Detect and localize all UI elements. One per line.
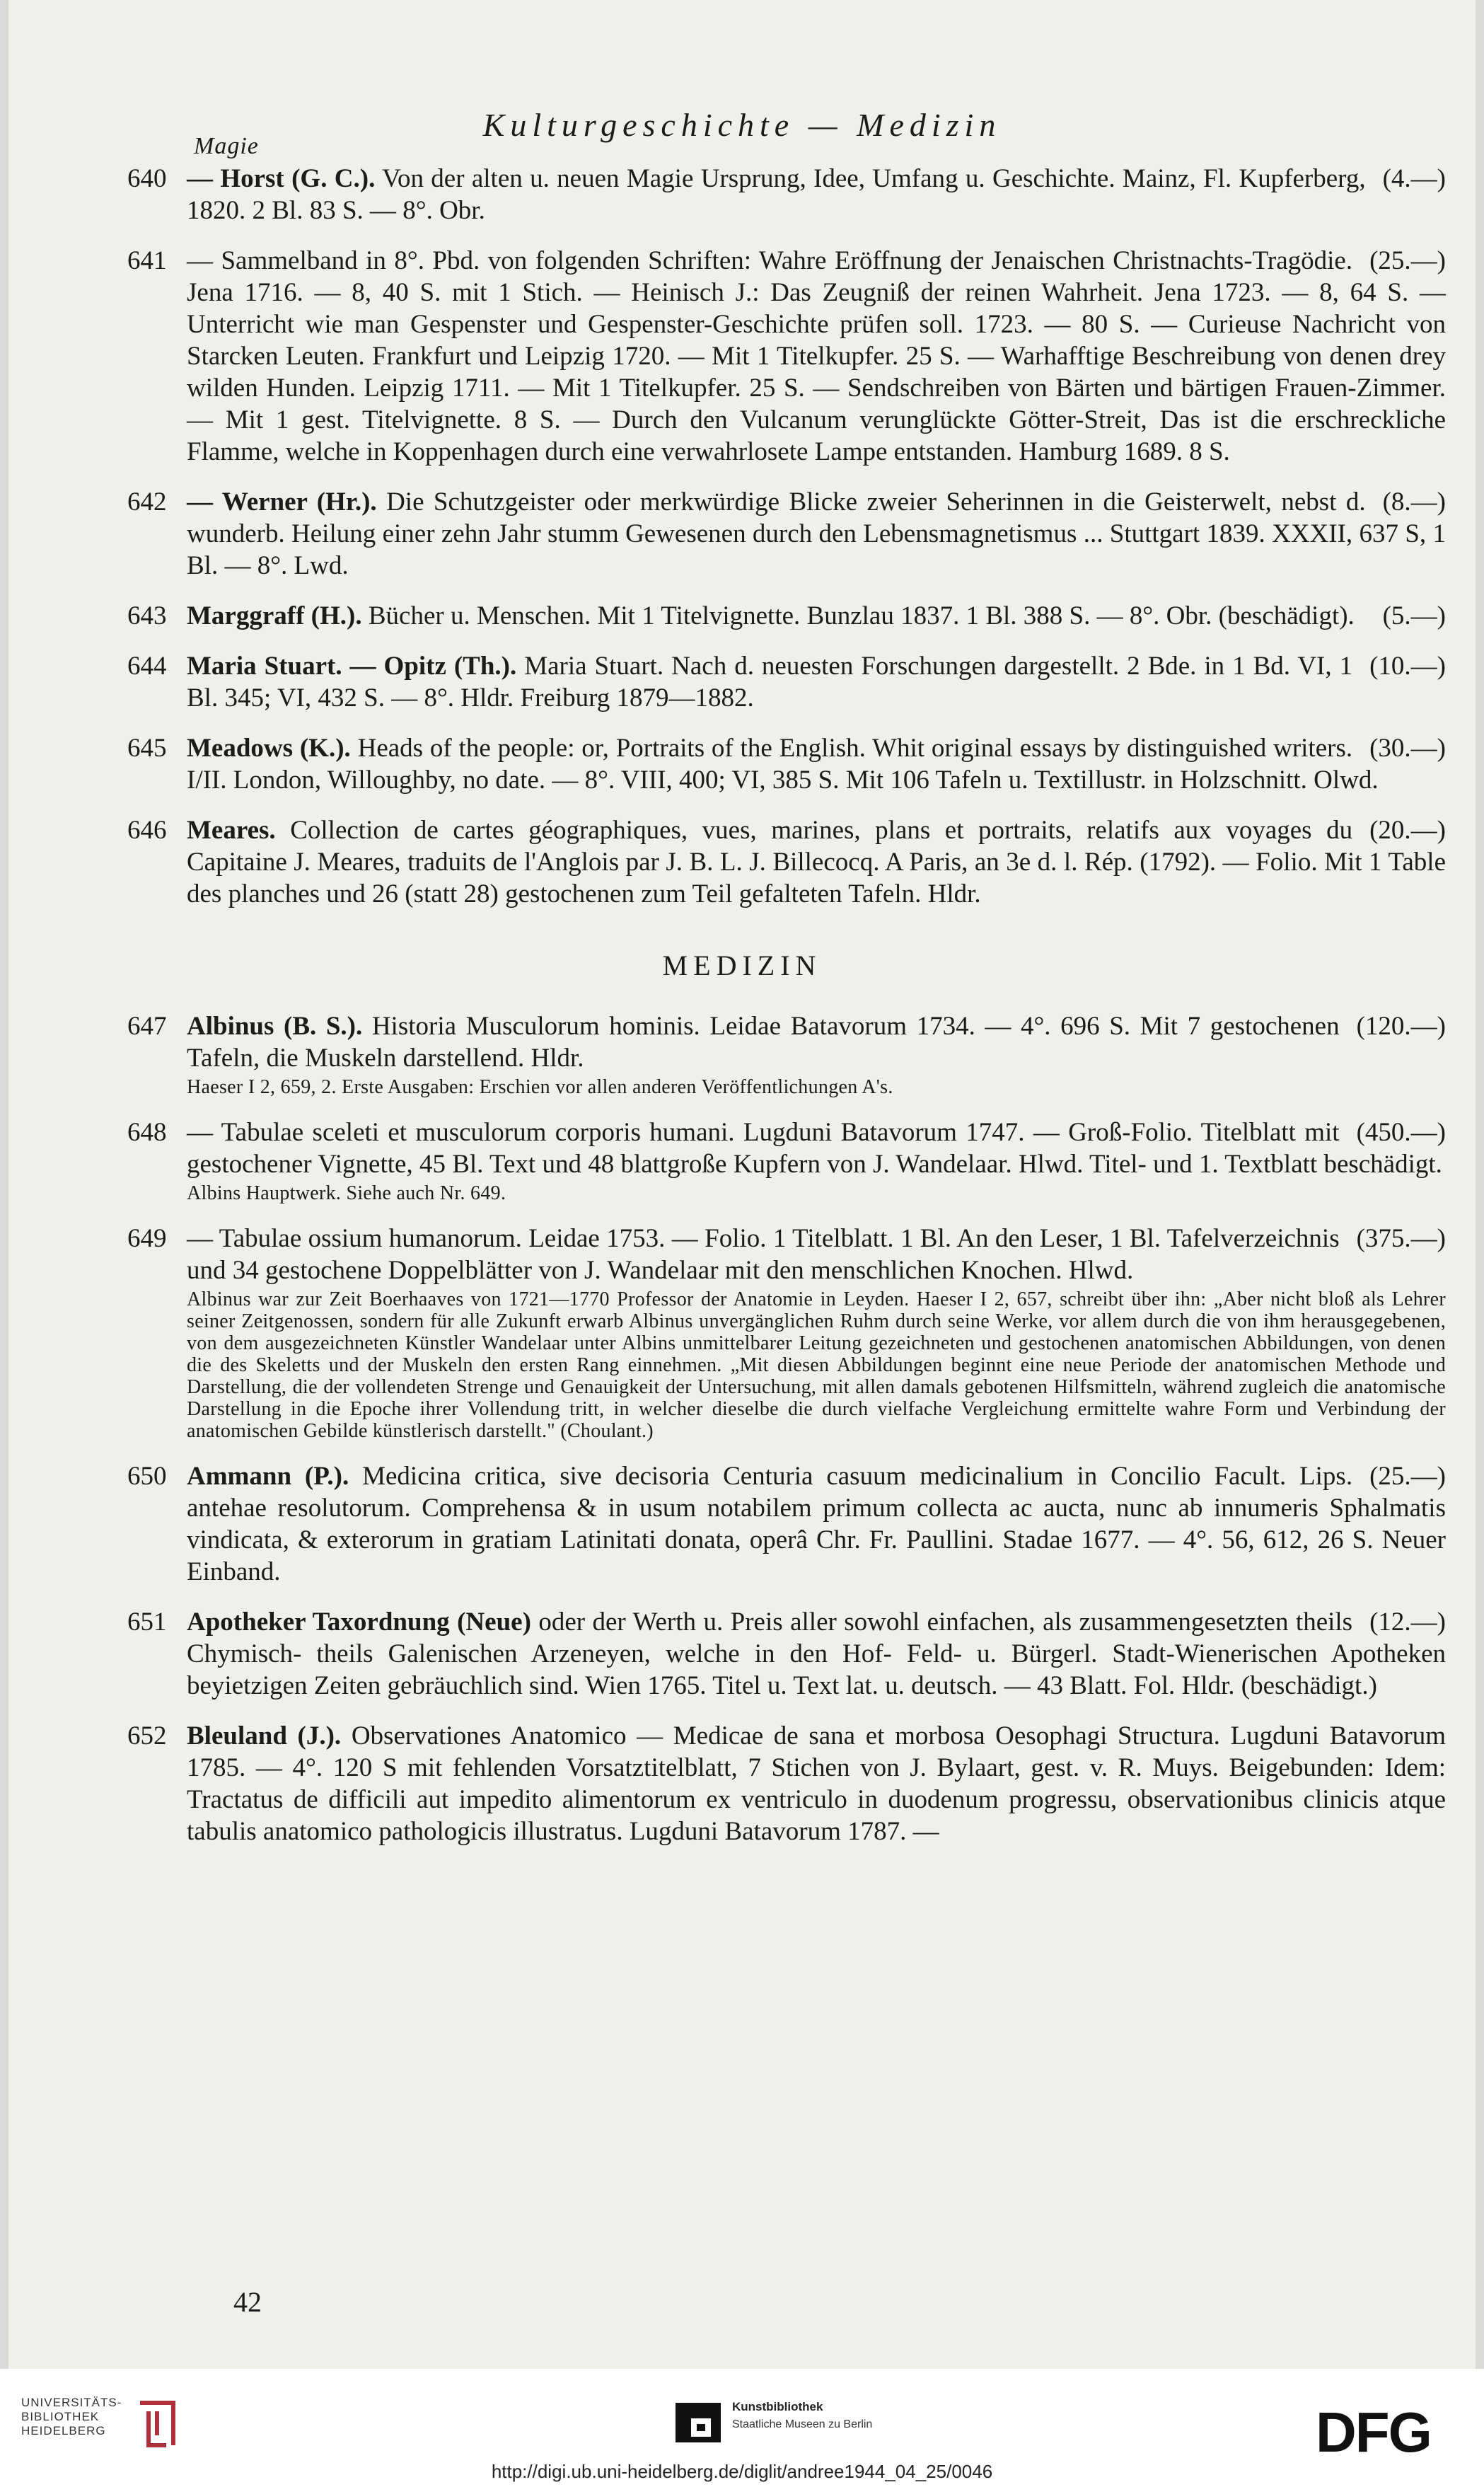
entry-number: 652 (127, 1721, 167, 1750)
entry-price: (25.—) (1369, 246, 1446, 275)
entry-author: — Horst (G. C.). (187, 164, 376, 193)
page-title: Kulturgeschichte — Medizin (482, 107, 1002, 143)
entry-description: oder der Werth u. Preis aller sowohl einfachen, als zusammengesetzten theils Chymisch- theils Galenischen Arzeneyen, welche in den Hof- Feld- u. Bürgerl. Stadt-Wienerischen Apotheken beyietzigen Zeiten gebräuchlich sind. Wien 1765. Titel u. Text lat. u. deutsch. — 43 Blatt. Fol. Hldr. (beschädigt.) (187, 1608, 1446, 1700)
catalog-entry (127, 486, 1446, 582)
source-url-link[interactable]: http://digi.ub.uni-heidelberg.de/diglit/andree1944_04_25/0046 (491, 2461, 993, 2482)
catalog-entry (127, 1606, 1446, 1702)
running-head (8, 106, 1476, 163)
page-number: 42 (233, 2286, 262, 2318)
entry-author: Albinus (B. S.). (187, 1012, 363, 1041)
entry-text-block (187, 1116, 1446, 1180)
section-tag: Magie (194, 133, 259, 159)
entry-note: Albins Hauptwerk. Siehe auch Nr. 649. (187, 1182, 506, 1204)
entry-note: Albinus war zur Zeit Boerhaaves von 1721—1770 Professor der Anatomie in Leyden. Haeser I 2, 657, schreibt über ihn: „Aber nicht bloß als Lehrer seiner Zeitgenossen, sondern für alle Zukunft erwarb Albinus unvergänglichen Ruhm durch seine Werke, vor allem durch die von ihm herausgegebenen, von dem ausgezeichneten Künstler Wandelaar unter Albins unmittelbarer Leitung gezeichneten und gestochenen anatomischen Abbildungen, von denen die des Skeletts und der Muskeln den ersten Rang einnehmen. „Mit diesen Abbildungen beginnt eine neue Periode der anatomischen Methode und Darstellung, die der vollendeten Strenge und Genauigkeit der Untersuchung, mit allen damals gebotenen Hilfsmitteln, während zugleich die anatomische Darstellung in die Epoche ihrer Vollendung tritt, in welcher dieselbe die durch vielfache Vergleichung ermittelte wahre Form und Verbindung der anatomischen Gebilde künstlerisch darstellt." (Choulant.) (187, 1288, 1446, 1442)
entry-description: Bücher u. Menschen. Mit 1 Titelvignette. Bunzlau 1837. 1 Bl. 388 S. — 8°. Obr. (beschädigt). (361, 601, 1355, 630)
entry-number: 640 (127, 164, 167, 193)
section-heading-medizin: MEDIZIN (662, 950, 822, 981)
entry-price: (10.—) (1369, 652, 1446, 681)
entry-description: Von der alten u. neuen Magie Ursprung, Idee, Umfang u. Geschichte. Mainz, Fl. Kupferberg, 1820. 2 Bl. 83 S. — 8°. Obr. (187, 164, 1366, 225)
entry-price: (25.—) (1369, 1462, 1446, 1491)
catalog-entry (127, 163, 1446, 226)
dfg-logo[interactable]: DFG (1316, 2401, 1431, 2464)
entry-text-block (187, 600, 1446, 632)
entry-description: Die Schutzgeister oder merkwürdige Blicke zweier Seherinnen in die Geisterwelt, nebst d. wunderb. Heilung einer zehn Jahr stumm Gewesenen durch den Lebensmagnetismus ... Stuttgart 1839. XXXII, 637 S, 1 Bl. — 8°. Lwd. (187, 487, 1446, 580)
uni-seal-icon (134, 2396, 184, 2452)
entry-price: (8.—) (1382, 487, 1446, 517)
entry-number: 651 (127, 1608, 167, 1637)
footer (0, 2369, 1484, 2487)
entry-text-block (187, 1010, 1446, 1074)
catalog-entry (127, 650, 1446, 714)
entry-description: — Sammelband in 8°. Pbd. von folgenden Schriften: Wahre Eröffnung der Jenaischen Christnachts-Tragödie. Jena 1716. — 8, 40 S. mit 1 Stich. — Heinisch J.: Das Zeugniß der reinen Wahrheit. Jena 1723. — 8, 64 S. — Unterricht wie man Gespenster und Gespenster-Geschichte prüfen soll. 1723. — 80 S. — Curieuse Nachricht von Starcken Leuten. Frankfurt und Leipzig 1720. — Mit 1 Titelkupfer. 25 S. — Warhafftige Beschreibung von denen drey wilden Hunden. Leipzig 1711. — Mit 1 Titelkupfer. 25 S. — Sendschreiben von Bärten und bärtigen Frauen-Zimmer. — Mit 1 gest. Titelvignette. 8 S. — Durch den Vulcanum verunglückte Götter-Streit, Das ist die erschreckliche Flamme, welche in Koppenhagen durch eine verwahrlosete Lampe entstanden. Hamburg 1689. 8 S. (187, 246, 1446, 466)
entry-description: Medicina critica, sive decisoria Centuria casuum medicinalium in Concilio Facult. Lips. antehae resolutorum. Comprehensa & in usum notabilem primum collecta ac aucta, nunc ab innumeris Sphalmatis vindicata, & exterorum in gratiam Latinitati donata, operâ Chr. Fr. Paullini. Stadae 1677. — 4°. 56, 612, 26 S. Neuer Einband. (187, 1462, 1446, 1586)
kunstbibliothek-logo[interactable] (676, 2396, 916, 2445)
catalog-entry (127, 600, 1446, 632)
uni-logo-line1: UNIVERSITÄTS- (21, 2396, 122, 2409)
entry-description: Maria Stuart. Nach d. neuesten Forschungen dargestellt. 2 Bde. in 1 Bd. VI, 1 Bl. 345; VI, 432 S. — 8°. Hldr. Freiburg 1879—1882. (187, 652, 1353, 712)
catalog-entry (127, 732, 1446, 796)
entry-author: Meares. (187, 816, 276, 845)
entry-description: Observationes Anatomico — Medicae de sana et morbosa Oesophagi Structura. Lugduni Batavorum 1785. — 4°. 120 S mit fehlenden Vorsatztitelblatt, 7 Stichen von J. Bylaart, gest. v. R. Muys. Beigebunden: Idem: Tractatus de difficili aut impedito alimentorum ex ventriculo in duodenum progressu, observationibus clinicis atque tabulis anatomico pathologicis illustratus. Lugduni Batavorum 1787. — (187, 1721, 1446, 1846)
page-body (8, 163, 1476, 1866)
entry-number: 644 (127, 652, 167, 681)
catalog-entry (127, 1460, 1446, 1588)
entry-description: Collection de cartes géographiques, vues, marines, plans et portraits, relatifs aux voyages du Capitaine J. Meares, traduits de l'Anglois par J. B. L. J. Billecocq. A Paris, an 3e d. l. Rép. (1792). — Folio. Mit 1 Table des planches und 26 (statt 28) gestochenen zum Teil gefalteten Tafeln. Hldr. (187, 816, 1446, 908)
kunstbibliothek-name: Kunstbibliothek (732, 2400, 823, 2413)
catalog-entry (127, 245, 1446, 468)
entry-text-block (187, 163, 1446, 226)
entry-number: 649 (127, 1224, 167, 1253)
entry-text-block (187, 1720, 1446, 1847)
entry-description: Heads of the people: or, Portraits of the English. Whit original essays by distinguished writers. I/II. London, Willoughby, no date. — 8°. VIII, 400; VI, 385 S. Mit 106 Tafeln u. Textillustr. in Holzschnitt. Olwd. (187, 734, 1379, 795)
entry-number: 643 (127, 601, 167, 630)
kunstbibliothek-icon (676, 2403, 721, 2442)
entry-description: — Tabulae sceleti et musculorum corporis humani. Lugduni Batavorum 1747. — Groß-Folio. Titelblatt mit gestochener Vignette, 45 Bl. Text und 48 blattgroße Kupfern von J. Wandelaar. Hlwd. Titel- und 1. Textblatt beschädigt. (187, 1118, 1442, 1179)
uni-logo-line2: BIBLIOTHEK (21, 2410, 100, 2423)
entry-number: 648 (127, 1118, 167, 1147)
entry-author: Marggraff (H.). (187, 601, 362, 630)
entry-number: 646 (127, 816, 167, 845)
entry-text-block (187, 650, 1446, 714)
entry-text-block (187, 245, 1446, 468)
entry-number: 647 (127, 1012, 167, 1041)
catalog-entry (127, 814, 1446, 910)
catalog-entry (127, 1010, 1446, 1098)
entry-price: (4.—) (1382, 164, 1446, 193)
entry-price: (120.—) (1356, 1012, 1446, 1041)
catalog-entry (127, 1720, 1446, 1847)
kunstbibliothek-subtitle: Staatliche Museen zu Berlin (732, 2418, 873, 2430)
catalog-page (8, 0, 1476, 2369)
entry-description: — Tabulae ossium humanorum. Leidae 1753. — Folio. 1 Titelblatt. 1 Bl. An den Leser, 1 Bl. Tafelverzeichnis und 34 gestochene Doppelblätter von J. Wandelaar mit den menschlichen Knochen. Hlwd. (187, 1224, 1340, 1285)
entry-number: 650 (127, 1462, 167, 1491)
entry-text-block (187, 1606, 1446, 1702)
entry-price: (12.—) (1369, 1608, 1446, 1637)
entry-author: Apotheker Taxordnung (Neue) (187, 1608, 531, 1637)
entry-author: Maria Stuart. — Opitz (Th.). (187, 652, 517, 681)
catalog-entry (127, 1223, 1446, 1442)
entry-text-block (187, 732, 1446, 796)
entry-number: 642 (127, 487, 167, 517)
university-library-logo[interactable] (21, 2396, 191, 2452)
entry-author: Meadows (K.). (187, 734, 351, 763)
entry-author: — Werner (Hr.). (187, 487, 377, 517)
entry-note: Haeser I 2, 659, 2. Erste Ausgaben: Erschien vor allen anderen Veröffentlichungen A's. (187, 1076, 893, 1098)
entry-number: 645 (127, 734, 167, 763)
entry-author: Bleuland (J.). (187, 1721, 342, 1750)
entry-price: (20.—) (1369, 816, 1446, 845)
entry-price: (30.—) (1369, 734, 1446, 763)
entry-text-block (187, 1460, 1446, 1588)
entry-author: Ammann (P.). (187, 1462, 349, 1491)
entry-price: (450.—) (1356, 1118, 1446, 1147)
entry-number: 641 (127, 246, 167, 275)
entry-price: (375.—) (1356, 1224, 1446, 1253)
entries-medizin (8, 1010, 1476, 1847)
entry-text-block (187, 814, 1446, 910)
entry-price: (5.—) (1382, 601, 1446, 630)
catalog-entry (127, 1116, 1446, 1204)
uni-logo-line3: HEIDELBERG (21, 2424, 106, 2437)
entries-magie (8, 163, 1476, 910)
entry-text-block (187, 1223, 1446, 1286)
entry-description: Historia Musculorum hominis. Leidae Batavorum 1734. — 4°. 696 S. Mit 7 gestochenen Tafeln, die Muskeln darstellend. Hldr. (187, 1012, 1340, 1073)
entry-text-block (187, 486, 1446, 582)
